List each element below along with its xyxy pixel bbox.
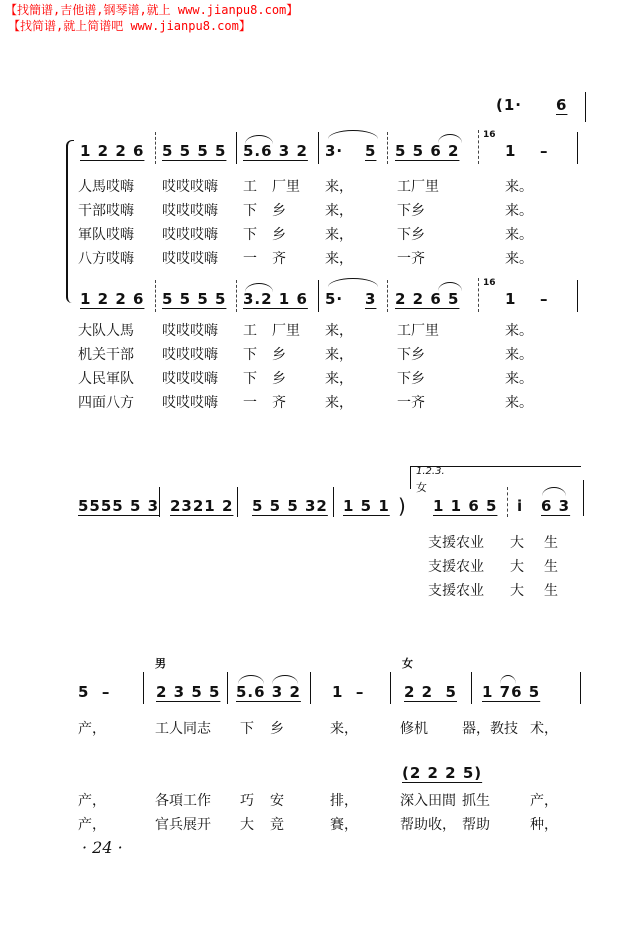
lyric-segment: 齐: [272, 395, 286, 411]
barline: [478, 278, 479, 312]
measure: 3.2 1 6: [243, 290, 308, 308]
intro-note: 6: [556, 96, 568, 114]
lyric-segment: 哎哎哎嗨: [162, 347, 218, 363]
voice-male: 男: [155, 657, 166, 670]
barline: [580, 672, 581, 704]
lyric-segment: 一: [243, 251, 257, 267]
lyric-segment: 产，: [78, 793, 106, 809]
lyric-segment: 賽，: [330, 817, 358, 833]
lyric-segment: 下: [243, 203, 257, 219]
measure: 1 2 2 6: [80, 142, 145, 160]
lyric-segment: 大: [510, 583, 524, 599]
lyric-segment: 来。: [505, 371, 533, 387]
lyric-segment: 乡: [270, 721, 284, 737]
lyric-segment: 哎哎哎嗨: [162, 395, 218, 411]
lyric-segment: 乡: [272, 203, 286, 219]
lyric-segment: 支援农业: [428, 535, 484, 551]
lyric-segment: 来。: [505, 227, 533, 243]
lyric-segment: 工: [243, 179, 257, 195]
measure: 3·: [325, 142, 344, 160]
close-paren: ): [398, 494, 407, 518]
lyric-segment: 来，: [325, 227, 353, 243]
measure: 5 5 5 32: [252, 497, 328, 515]
lyric-segment: 一齐: [397, 395, 425, 411]
barline: [155, 132, 156, 164]
lyric-segment: 竞: [270, 817, 284, 833]
barline: [387, 280, 388, 312]
intro-open: (1·: [496, 96, 522, 114]
lyric-segment: 厂里: [272, 323, 300, 339]
lyric-segment: 来，: [325, 179, 353, 195]
lyric-segment: 大: [510, 559, 524, 575]
lyric-segment: 来。: [505, 347, 533, 363]
lyric-segment: 来，: [325, 251, 353, 267]
alt-notes: (2 2 2 5): [402, 764, 483, 782]
lyric-segment: 帮助: [462, 817, 490, 833]
lyric-segment: 产，: [78, 817, 106, 833]
lyric-segment: 来，: [330, 721, 358, 737]
barline: [155, 280, 156, 312]
lyric-segment: 下乡: [397, 227, 425, 243]
lyric-segment: 八方哎嗨: [78, 251, 134, 267]
lyric-segment: 哎哎哎嗨: [162, 251, 218, 267]
lyric-segment: 巧: [240, 793, 254, 809]
lyric-segment: 哎哎哎嗨: [162, 203, 218, 219]
lyric-segment: 生: [544, 583, 558, 599]
measure: 5 5 5 5: [162, 142, 227, 160]
barline: [390, 672, 391, 704]
page-number: · 24 ·: [82, 838, 123, 857]
lyric-segment: 下乡: [397, 203, 425, 219]
lyric-segment: 一: [243, 395, 257, 411]
measure: –: [540, 142, 549, 160]
lyric-segment: 下: [243, 227, 257, 243]
lyric-segment: 来，: [325, 395, 353, 411]
measure: 5: [365, 142, 377, 160]
lyric-segment: 官兵展开: [155, 817, 211, 833]
measure: 2 2 6 5: [395, 290, 460, 308]
measure: 5.6 3 2: [243, 142, 308, 160]
barline: [310, 672, 311, 704]
measure: 5.6 3 2: [236, 683, 301, 701]
measure: 5 –: [78, 683, 111, 701]
lyric-segment: 来，: [325, 203, 353, 219]
lyric-segment: 机关干部: [78, 347, 134, 363]
measure: –: [540, 290, 549, 308]
lyric-segment: 修机: [400, 721, 428, 737]
lyric-segment: 器，教技: [462, 721, 518, 737]
lyric-segment: 乡: [272, 227, 286, 243]
barline: [318, 280, 319, 312]
lyric-segment: 支援农业: [428, 559, 484, 575]
barline: [507, 487, 508, 517]
lyric-segment: 来，: [325, 323, 353, 339]
lyric-segment: 大队人馬: [78, 323, 134, 339]
measure: 1 76 5: [482, 683, 541, 701]
system-brace: [66, 140, 74, 303]
lyric-segment: 来。: [505, 323, 533, 339]
barline: [478, 130, 479, 164]
lyric-segment: 齐: [272, 251, 286, 267]
lyric-segment: 一齐: [397, 251, 425, 267]
lyric-segment: 抓生: [462, 793, 490, 809]
volta-label: 1.2.3.: [416, 466, 445, 477]
measure: 1 2 2 6: [80, 290, 145, 308]
lyric-segment: 来，: [325, 371, 353, 387]
barline: [227, 672, 228, 704]
lyric-segment: 下乡: [397, 347, 425, 363]
lyric-segment: 下: [240, 721, 254, 737]
lyric-segment: 深入田間: [400, 793, 456, 809]
barline: [159, 487, 160, 517]
barline: [236, 132, 237, 164]
lyric-segment: 来，: [325, 347, 353, 363]
measure: 1 1 6 5: [433, 497, 498, 515]
measure: 2 2 5: [404, 683, 457, 701]
lyric-segment: 哎哎哎嗨: [162, 323, 218, 339]
measure: 1: [505, 142, 517, 160]
slur: [328, 278, 378, 287]
measure: 1: [505, 290, 517, 308]
lyric-segment: 来。: [505, 251, 533, 267]
measure: 3: [365, 290, 377, 308]
lyric-segment: 产，: [530, 793, 558, 809]
barline: [471, 672, 472, 704]
lyric-segment: 厂里: [272, 179, 300, 195]
grace-note: 16: [483, 130, 496, 140]
lyric-segment: 支援农业: [428, 583, 484, 599]
slur: [328, 130, 378, 139]
barline: [318, 132, 319, 164]
lyric-segment: 工厂里: [397, 179, 439, 195]
lyric-segment: 人馬哎嗨: [78, 179, 134, 195]
lyric-segment: 軍队哎嗨: [78, 227, 134, 243]
lyric-segment: 来。: [505, 203, 533, 219]
lyric-segment: 大: [510, 535, 524, 551]
lyric-segment: 下: [243, 371, 257, 387]
barline: [585, 92, 586, 122]
measure: 5·: [325, 290, 344, 308]
lyric-segment: 工人同志: [155, 721, 211, 737]
lyric-segment: 哎哎哎嗨: [162, 371, 218, 387]
lyric-segment: 大: [240, 817, 254, 833]
barline: [236, 280, 237, 312]
measure: 5 5 5 5: [162, 290, 227, 308]
watermark-second-line: 【找简谱,就上简谱吧 www.jianpu8.com】: [8, 19, 251, 33]
lyric-segment: 来。: [505, 395, 533, 411]
measure: i: [517, 497, 524, 515]
lyric-segment: 哎哎哎嗨: [162, 179, 218, 195]
lyric-segment: 生: [544, 535, 558, 551]
voice-female: 女: [416, 481, 427, 494]
lyric-segment: 乡: [272, 347, 286, 363]
barline: [577, 280, 578, 312]
lyric-segment: 四面八方: [78, 395, 134, 411]
lyric-segment: 安: [270, 793, 284, 809]
lyric-segment: 乡: [272, 371, 286, 387]
voice-female: 女: [402, 657, 413, 670]
lyric-segment: 排，: [330, 793, 358, 809]
lyric-segment: 术，: [530, 721, 558, 737]
lyric-segment: 哎哎哎嗨: [162, 227, 218, 243]
measure: 5 5 6 2: [395, 142, 460, 160]
lyric-segment: 下乡: [397, 371, 425, 387]
lyric-segment: 种，: [530, 817, 558, 833]
lyric-segment: 工: [243, 323, 257, 339]
barline: [143, 672, 144, 704]
barline: [333, 487, 334, 517]
watermark: 【找簡谱,吉他谱,钢琴谱,就上 www.jianpu8.com】: [5, 3, 299, 17]
barline: [583, 480, 584, 516]
grace-note: 16: [483, 278, 496, 288]
measure: 1 5 1: [343, 497, 390, 515]
barline: [237, 487, 238, 517]
barline: [387, 132, 388, 164]
measure: 6 3: [541, 497, 571, 515]
lyric-segment: 下: [243, 347, 257, 363]
measure: 1 –: [332, 683, 365, 701]
lyric-segment: 来。: [505, 179, 533, 195]
measure: 2 3 5 5: [156, 683, 221, 701]
measure: 5555 5 3: [78, 497, 160, 515]
lyric-segment: 产，: [78, 721, 106, 737]
lyric-segment: 各項工作: [155, 793, 211, 809]
measure: 2321 2: [170, 497, 234, 515]
lyric-segment: 工厂里: [397, 323, 439, 339]
barline: [577, 132, 578, 164]
lyric-segment: 帮助收，: [400, 817, 456, 833]
lyric-segment: 干部哎嗨: [78, 203, 134, 219]
lyric-segment: 人民軍队: [78, 371, 134, 387]
lyric-segment: 生: [544, 559, 558, 575]
